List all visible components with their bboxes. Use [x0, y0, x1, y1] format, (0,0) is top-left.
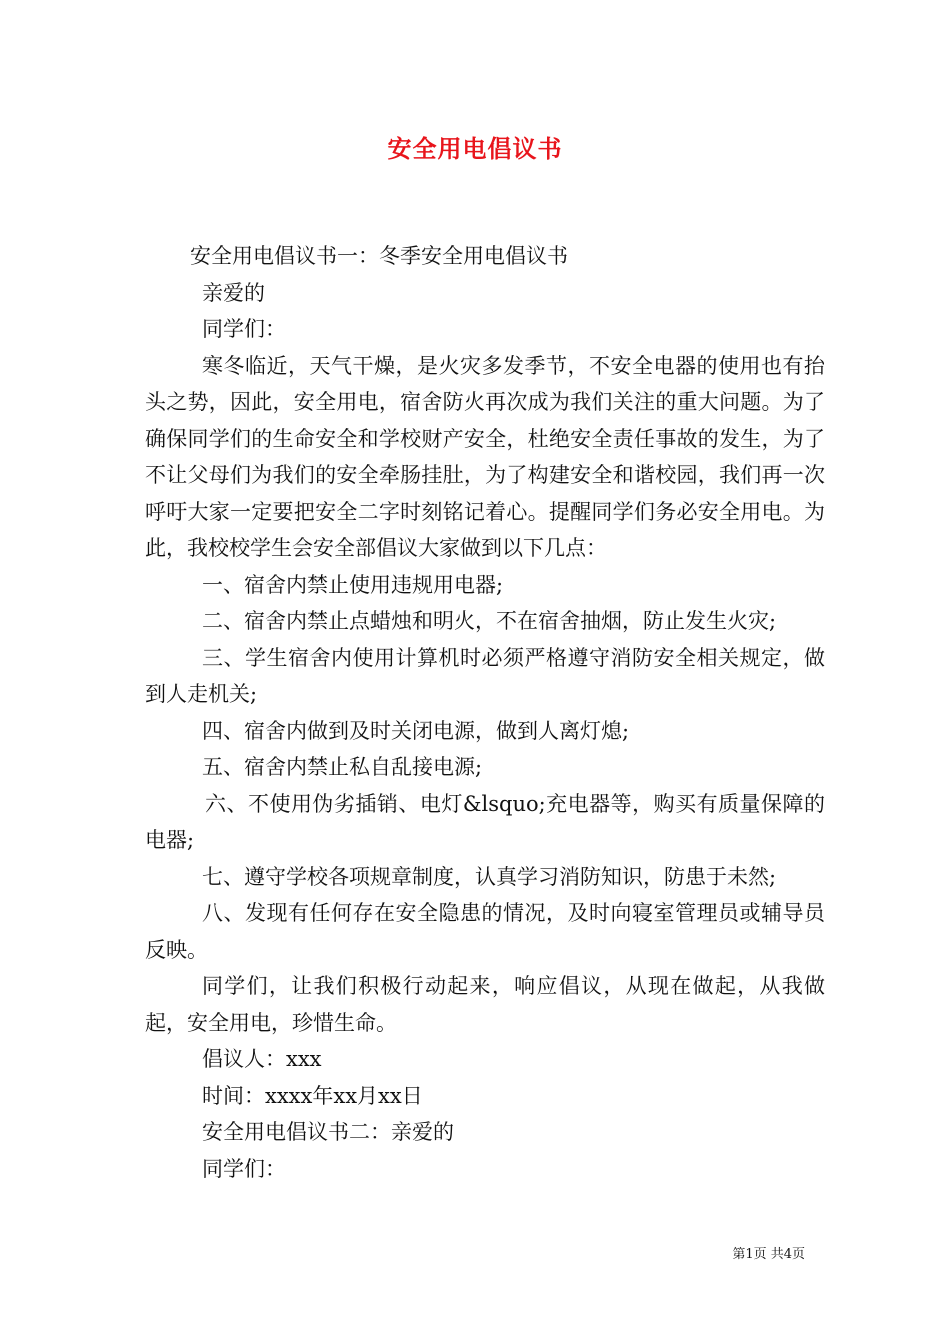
section-heading-one: 安全用电倡议书一：冬季安全用电倡议书 — [190, 244, 568, 268]
salutation-line: 亲爱的 — [202, 280, 265, 305]
salutation-recipient-two: 同学们： — [202, 1156, 286, 1181]
list-item-1: 一、宿舍内禁止使用违规用电器; — [202, 572, 504, 597]
list-item-3: 三、学生宿舍内使用计算机时必须严格遵守消防安全相关规定，做到人走机关; — [145, 645, 825, 706]
list-item-7: 七、遵守学校各项规章制度，认真学习消防知识，防患于未然; — [202, 864, 777, 889]
list-item-6: 六、不使用伪劣插销、电灯&lsquo;充电器等，购买有质量保障的电器; — [145, 791, 825, 852]
section-heading-two: 安全用电倡议书二：亲爱的 — [202, 1120, 454, 1144]
document-title: 安全用电倡议书 — [387, 134, 563, 163]
list-item-8: 八、发现有任何存在安全隐患的情况，及时向寝室管理员或辅导员反映。 — [145, 901, 825, 962]
date-line: 时间：xxxx年xx月xx日 — [202, 1083, 423, 1108]
list-item-2: 二、宿舍内禁止点蜡烛和明火，不在宿舍抽烟，防止发生火灾; — [202, 609, 777, 633]
list-item-4: 四、宿舍内做到及时关闭电源，做到人离灯熄; — [202, 718, 630, 743]
list-item-5: 五、宿舍内禁止私自乱接电源; — [202, 755, 483, 779]
document-body — [145, 238, 825, 1187]
salutation-recipient: 同学们： — [202, 317, 286, 341]
proposer-line: 倡议人：xxx — [202, 1047, 322, 1071]
intro-paragraph: 寒冬临近，天气干燥，是火灾多发季节，不安全电器的使用也有抬头之势，因此，安全用电，宿舍防火再次成为我们关注的重大问题。为了确保同学们的生命安全和学校财产安全，杜绝安全责任事故的发生，为了不让父母们为我们的安全牵肠挂肚，为了构建安全和谐校园，我们再一次呼吁大家一定要把安全二字时刻铭记着心。提醒同学们务必安全用电。为此，我校校学生会安全部倡议大家做到以下几点： — [145, 353, 825, 560]
closing-paragraph: 同学们，让我们积极行动起来，响应倡议，从现在做起，从我做起，安全用电，珍惜生命。 — [145, 974, 825, 1035]
page-footer: 第1页 共4页 — [732, 1247, 805, 1262]
